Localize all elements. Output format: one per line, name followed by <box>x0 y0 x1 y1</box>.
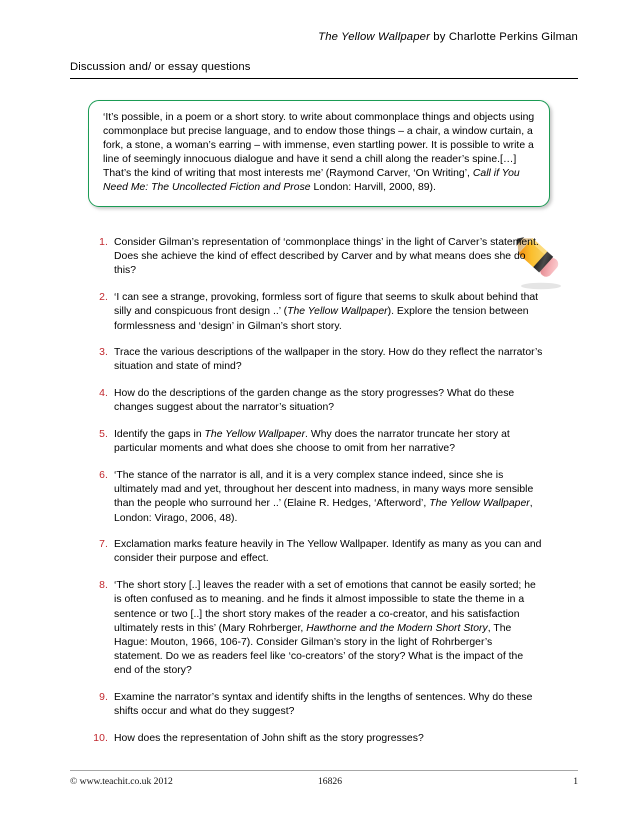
question-number: 4. <box>99 388 108 400</box>
questions-list <box>91 236 543 759</box>
question-text <box>114 538 543 566</box>
question-text <box>114 732 543 746</box>
question-text <box>114 236 543 279</box>
question-text-italic: Hawthorne and the Modern Short Story <box>306 622 488 634</box>
question-number: 1. <box>99 237 108 248</box>
question-number: 9. <box>99 692 108 704</box>
question-text-italic: The Yellow Wallpaper <box>204 429 306 441</box>
question-item <box>91 732 543 746</box>
question-text-segment: ). Explore the tension between formlessness and ‘design’ in Gilman’s short story. <box>114 306 529 332</box>
question-text <box>114 387 543 415</box>
question-item <box>91 469 543 526</box>
question-number: 8. <box>99 580 108 592</box>
question-text-segment: , The Hague: Mouton, 1966, 106-7). Consider Gilman’s story in the light of Rohrberger’s statement. Do we as readers feel like ‘co-creators’ of the story? What is the impact of the end of the story? <box>114 622 524 677</box>
question-text <box>114 579 543 678</box>
question-number: 6. <box>99 469 108 481</box>
question-item <box>91 387 543 415</box>
footer-page-number: 1 <box>573 776 578 787</box>
question-text-segment: Consider Gilman’s representation of ‘commonplace things’ in the light of Carver’s statement. Does she achieve the kind of effect described by Carver and by what means does she do this? <box>114 237 539 277</box>
question-text-segment: ‘I can see a strange, provoking, formless sort of figure that seems to skulk about behind that silly and conspicuous front design ..’ ( <box>114 292 539 318</box>
footer-divider <box>70 770 578 771</box>
question-item <box>91 346 543 374</box>
question-text <box>114 691 543 719</box>
question-number: 3. <box>99 347 108 359</box>
question-text-segment: How does the representation of John shift as the story progresses? <box>114 732 424 744</box>
question-text-segment: . Why does the narrator truncate her story at particular moments and what does she choose to omit from her narrative? <box>114 429 510 455</box>
question-text-italic: The Yellow Wallpaper <box>429 498 530 510</box>
question-text <box>114 428 543 456</box>
question-text-segment: ‘The stance of the narrator is all, and it is a very complex stance indeed, since she is ultimately mad and yet, throughout her descent into madness, in many ways more sensible than the people who surround her ..’ (Elaine R. Hedges, ‘Afterword’, <box>114 469 534 510</box>
header-title-italic: The Yellow Wallpaper <box>318 31 431 43</box>
question-item <box>91 538 543 566</box>
question-text-segment: , London: Virago, 2006, 48). <box>114 498 533 524</box>
question-number: 5. <box>99 429 108 441</box>
question-item <box>91 691 543 719</box>
document-header <box>70 31 578 43</box>
quote-book-title: Call if You Need Me: The Uncollected Fiction and Prose <box>103 168 520 194</box>
question-text-segment: How do the descriptions of the garden change as the story progresses? What do these changes suggest about the narrator’s situation? <box>114 388 515 414</box>
question-number: 7. <box>99 539 108 551</box>
question-number: 10. <box>93 732 108 744</box>
question-text-segment: ‘The short story [..] leaves the reader with a set of emotions that cannot be easily sorted; he is often confused as to meaning. and he finds it almost impossible to state the theme in a sentence or two [..] the short story makes of the reader a co-creator, and his satisfaction ultimately rests in this’ (Mary Rohrberger, <box>114 580 536 634</box>
footer-resource-id: 16826 <box>318 776 342 787</box>
question-text-segment: Examine the narrator’s syntax and identify shifts in the lengths of sentences. Why do these shifts occur and what do they suggest? <box>114 692 533 718</box>
question-item <box>91 236 543 279</box>
question-item <box>91 291 543 334</box>
header-divider <box>70 78 578 79</box>
footer-copyright: © www.teachit.co.uk 2012 <box>70 776 173 787</box>
quote-text-part2: London: Harvill, 2000, 89). <box>310 182 436 194</box>
header-title-rest: by Charlotte Perkins Gilman <box>430 31 578 43</box>
question-number: 2. <box>99 292 108 304</box>
subtitle-section <box>70 61 578 79</box>
question-text <box>114 469 543 526</box>
question-text <box>114 291 543 334</box>
question-item <box>91 428 543 456</box>
question-text-italic: The Yellow Wallpaper <box>287 306 388 318</box>
question-text-segment: Identify the gaps in <box>114 429 205 441</box>
question-item <box>91 579 543 678</box>
document-footer <box>70 770 578 790</box>
quote-text-part1: ‘It’s possible, in a poem or a short story. to write about commonplace things and objects using commonplace but precise language, and to endow those things – a chair, a window curtain, a fork, a stone, a woman’s earring – with immense, even startling power. It is possible to write a line of seemingly innocuous dialogue and have it send a chill along the reader’s spine.[…] That’s the kind of writing that most interests me’ (Raymond Carver, ‘On Writing’, <box>103 112 535 180</box>
question-text-segment: Exclamation marks feature heavily in The Yellow Wallpaper. Identify as many as you can and consider their purpose and effect. <box>114 539 542 565</box>
question-text <box>114 346 543 374</box>
question-text-segment: Trace the various descriptions of the wallpaper in the story. How do they reflect the narrator’s situation and state of mind? <box>114 347 543 373</box>
page-subtitle: Discussion and/ or essay questions <box>70 61 251 73</box>
quotation-box <box>88 100 550 207</box>
